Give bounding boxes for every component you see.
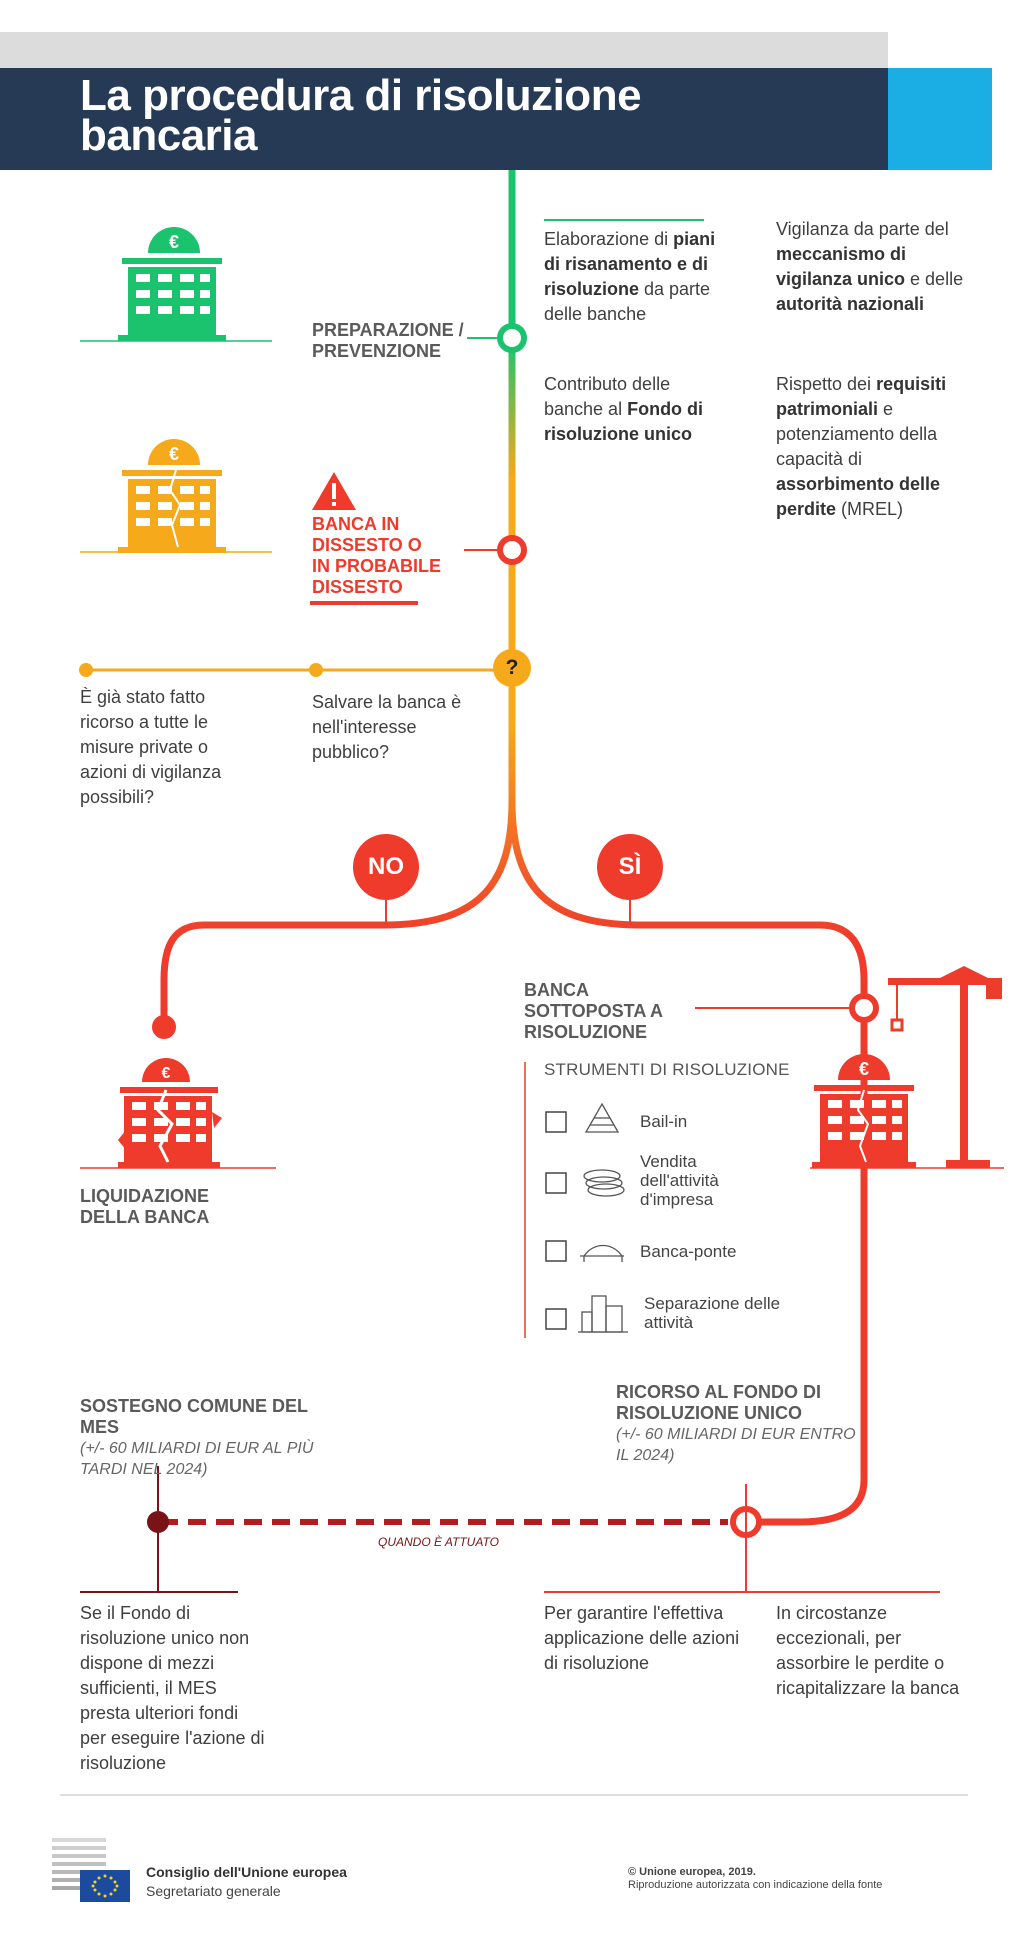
title-line-1: La procedura di risoluzione bbox=[80, 71, 642, 120]
title-line-2: bancaria bbox=[80, 111, 257, 160]
plans-text: Elaborazione di piani di risanamento e di risoluzione da parte delle banche bbox=[544, 229, 716, 324]
resolution-label: BANCA SOTTOPOSTA A RISOLUZIONE bbox=[524, 980, 664, 1042]
no-branch-line bbox=[164, 800, 512, 1026]
question-left-dot bbox=[79, 663, 93, 677]
prevention-node bbox=[500, 326, 524, 350]
tool-bail-in: Bail-in bbox=[640, 1112, 688, 1131]
svg-text:€: € bbox=[161, 1065, 171, 1082]
tool-bridge-bank: Banca-ponte bbox=[640, 1242, 737, 1261]
yes-label: SÌ bbox=[618, 853, 642, 880]
esm-block: SOSTEGNO COMUNE DEL MES (+/- 60 MILIARDI DI EUR AL PIÙ TARDI NEL 2024) bbox=[80, 1396, 314, 1478]
dashed-label: QUANDO È ATTUATO bbox=[378, 1535, 499, 1549]
srf-text-1: Per garantire l'effettiva applicazione delle azioni di risoluzione bbox=[544, 1603, 740, 1673]
warning-icon bbox=[312, 472, 356, 510]
prevention-label: PREPARAZIONE / PREVENZIONE bbox=[312, 320, 464, 361]
buildings-icon bbox=[578, 1296, 628, 1332]
tool-checkbox-3 bbox=[546, 1241, 566, 1261]
esm-text: Se il Fondo di risoluzione unico non dispone di mezzi sufficienti, il MES presta ulteriori fondi per eseguire l'azione di risoluzione bbox=[80, 1603, 265, 1773]
footer-org-block: Consiglio dell'Unione europea Segretariato generale bbox=[146, 1864, 347, 1899]
tool-checkbox-2 bbox=[546, 1173, 566, 1193]
pyramid-icon bbox=[586, 1104, 618, 1132]
tool-sale: Vendita dell'attività d'impresa bbox=[640, 1152, 719, 1209]
supervision-text: Vigilanza da parte del meccanismo di vigilanza unico e delle autorità nazionali bbox=[776, 219, 964, 314]
question-mark: ? bbox=[505, 656, 519, 679]
requirements-text: Rispetto dei requisiti patrimoniali e potenziamento della capacità di assorbimento delle perdite (MREL) bbox=[776, 374, 947, 519]
question-mid-dot bbox=[309, 663, 323, 677]
no-label: NO bbox=[368, 853, 404, 880]
question-1-text: È già stato fatto ricorso a tutte le misure private o azioni di vigilanza possibili? bbox=[80, 687, 222, 807]
coins-icon bbox=[584, 1170, 624, 1196]
svg-text:€: € bbox=[858, 1059, 870, 1079]
resolution-node bbox=[852, 996, 876, 1020]
question-2-text: Salvare la banca è nell'interesse pubblico? bbox=[312, 692, 462, 762]
srf-text-2: In circostanze eccezionali, per assorbire le perdite o ricapitalizzare la banca bbox=[776, 1603, 960, 1698]
svg-text:€: € bbox=[168, 232, 180, 252]
contribution-text: Contributo delle banche al Fondo di risoluzione unico bbox=[544, 374, 704, 444]
liquidation-label: LIQUIDAZIONE DELLA BANCA bbox=[80, 1186, 210, 1227]
tools-heading: STRUMENTI DI RISOLUZIONE bbox=[544, 1060, 790, 1079]
liquidation-node bbox=[152, 1015, 176, 1039]
tool-checkbox-1 bbox=[546, 1112, 566, 1132]
srf-block: RICORSO AL FONDO DI RISOLUZIONE UNICO (+/- 60 MILIARDI DI EUR ENTRO IL 2024) bbox=[616, 1382, 856, 1464]
bridge-icon bbox=[580, 1246, 624, 1263]
footer-copyright-block: © Unione europea, 2019. Riproduzione autorizzata con indicazione della fonte bbox=[628, 1866, 883, 1891]
failing-node bbox=[500, 538, 524, 562]
tool-checkbox-4 bbox=[546, 1309, 566, 1329]
svg-text:€: € bbox=[168, 444, 180, 464]
tool-asset-separation: Separazione delle attività bbox=[644, 1294, 781, 1332]
council-logo-icon bbox=[52, 1838, 130, 1902]
failing-label: BANCA IN DISSESTO O IN PROBABILE DISSESTO bbox=[312, 514, 442, 597]
